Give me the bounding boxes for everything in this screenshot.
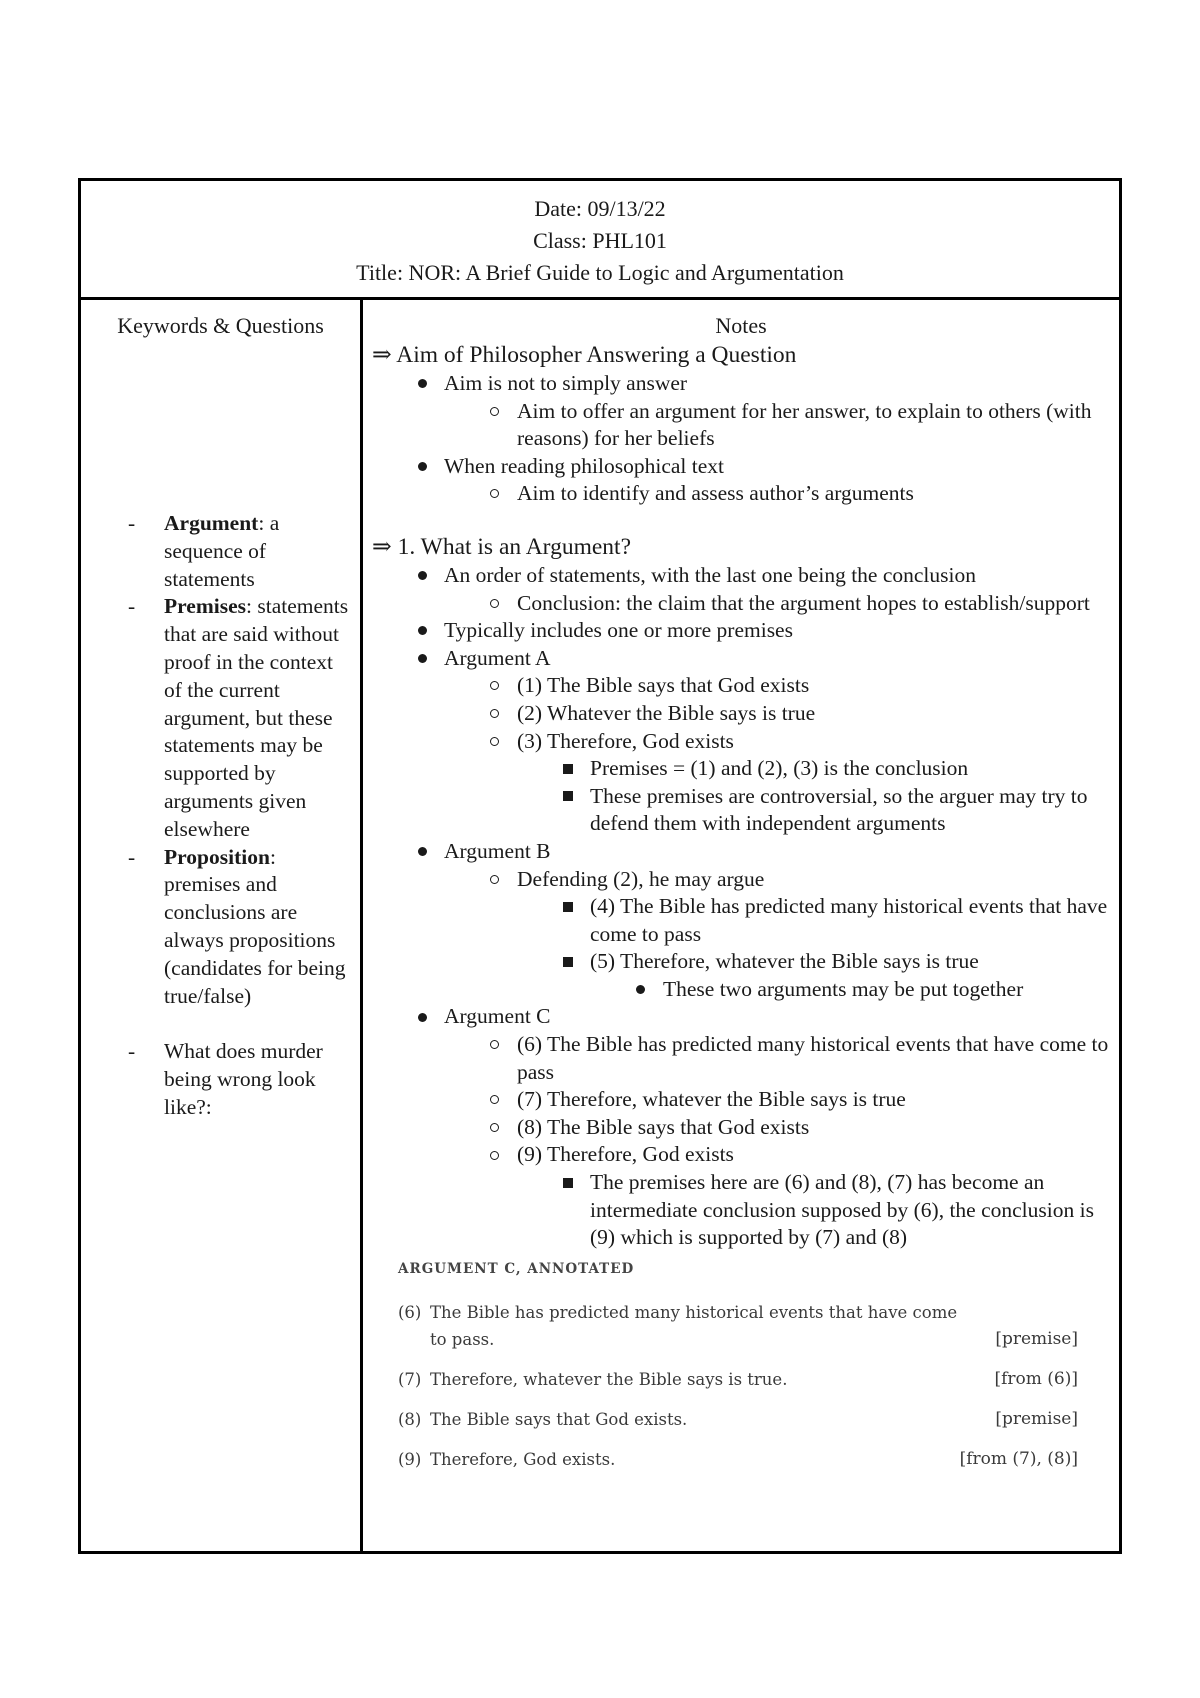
annotated-row <box>398 1299 1078 1353</box>
bullet-dot-icon <box>636 985 645 994</box>
annotated-title: ARGUMENT C, ANNOTATED <box>398 1260 635 1277</box>
keyword-term: Premises <box>164 594 246 619</box>
annotated-text: The Bible says that God exists. <box>430 1410 688 1430</box>
section-heading: ⇒ 1. What is an Argument? <box>372 533 632 560</box>
bullet-item: Argument B <box>372 838 1111 866</box>
class-line: Class: PHL101 <box>533 228 667 253</box>
bullet-circle-icon <box>490 875 499 884</box>
bullet-square-icon <box>563 957 573 967</box>
bullet-circle-icon <box>490 1040 499 1049</box>
sub-sub-bullet-item: Premises = (1) and (2), (3) is the conclusion <box>372 755 1111 783</box>
keywords-column <box>81 300 363 1551</box>
keyword-definition: : a sequence of statements <box>164 511 280 591</box>
annotated-text: The Bible has predicted many historical events that have come to pass. <box>430 1303 958 1350</box>
annotated-text: Therefore, whatever the Bible says is true. <box>430 1370 788 1390</box>
annotated-argument-excerpt <box>372 1256 1078 1474</box>
bullet-circle-icon <box>490 709 499 718</box>
sub-bullet-item: Aim to offer an argument for her answer, to explain to others (with reasons) for her beliefs <box>372 398 1111 453</box>
notes-header <box>81 181 1119 300</box>
sub-bullet-item: Defending (2), he may argue <box>372 866 1111 894</box>
keyword-item <box>81 510 360 593</box>
sub-sub-bullet-item: (5) Therefore, whatever the Bible says is true <box>372 948 1111 976</box>
bullet-item: Aim is not to simply answer <box>372 370 1111 398</box>
bullet-item: When reading philosophical text <box>372 453 1111 481</box>
bullet-square-icon <box>563 791 573 801</box>
bullet-dot-icon <box>418 1013 427 1022</box>
sub-bullet-item: Aim to identify and assess author’s arguments <box>372 480 1111 508</box>
keyword-definition: : statements that are said without proof in the context of the current argument, but these statements may be supported by arguments given elsewhere <box>164 594 349 841</box>
annotated-tag: [from (6)] <box>994 1369 1078 1390</box>
annotated-num: (9) <box>398 1450 422 1470</box>
bullet-item: Argument A <box>372 645 1111 673</box>
sub-sub-bullet-item: These premises are controversial, so the arguer may try to defend them with independent arguments <box>372 783 1111 838</box>
bullet-dot-icon <box>418 379 427 388</box>
bullet-square-icon <box>563 1178 573 1188</box>
keyword-term: Proposition <box>164 844 270 869</box>
annotated-tag: [from (7), (8)] <box>959 1449 1078 1470</box>
bullet-circle-icon <box>490 681 499 690</box>
bullet-circle-icon <box>490 737 499 746</box>
annotated-row <box>398 1406 1078 1433</box>
bullet-item: Typically includes one or more premises <box>372 617 1111 645</box>
bullet-item: Argument C <box>372 1003 1111 1031</box>
sub-sub-bullet-item: The premises here are (6) and (8), (7) has become an intermediate conclusion supposed by (6), the conclusion is (9) which is supported by (7) and (8) <box>372 1169 1111 1252</box>
sub-bullet-item: (6) The Bible has predicted many historical events that have come to pass <box>372 1031 1111 1086</box>
bullet-circle-icon <box>490 489 499 498</box>
bullet-dot-icon <box>418 654 427 663</box>
annotated-num: (6) <box>398 1303 422 1323</box>
annotated-row <box>398 1366 1078 1393</box>
notes-column <box>363 300 1119 1551</box>
annotated-num: (7) <box>398 1370 422 1390</box>
keyword-term: Argument <box>164 511 259 535</box>
bullet-circle-icon <box>490 1095 499 1104</box>
bullet-item: An order of statements, with the last one being the conclusion <box>372 562 1111 590</box>
title-line: Title: NOR: A Brief Guide to Logic and Argumentation <box>356 260 844 285</box>
notes-body <box>363 340 1119 1473</box>
bullet-dot-icon <box>418 626 427 635</box>
bullet-circle-icon <box>490 407 499 416</box>
date-line: Date: 09/13/22 <box>534 196 666 221</box>
bullet-dot-icon <box>418 462 427 471</box>
bullet-square-icon <box>563 902 573 912</box>
keyword-item <box>81 844 360 1011</box>
annotated-tag: [premise] <box>995 1329 1078 1350</box>
annotated-text: Therefore, God exists. <box>430 1450 616 1470</box>
sub-bullet-item: (2) Whatever the Bible says is true <box>372 700 1111 728</box>
sub-bullet-item: (9) Therefore, God exists <box>372 1141 1111 1169</box>
sub-bullet-item: Conclusion: the claim that the argument hopes to establish/support <box>372 590 1111 618</box>
keyword-definition: : premises and conclusions are always propositions (candidates for being true/false) <box>164 844 346 1008</box>
bullet-dot-icon <box>418 847 427 856</box>
bullet-circle-icon <box>490 1123 499 1132</box>
sub-bullet-item: (8) The Bible says that God exists <box>372 1114 1111 1142</box>
bullet-circle-icon <box>490 1151 499 1160</box>
bullet-circle-icon <box>490 599 499 608</box>
sub-bullet-item: (3) Therefore, God exists <box>372 728 1111 756</box>
annotated-row <box>398 1446 1078 1473</box>
sub-bullet-item: (7) Therefore, whatever the Bible says is true <box>372 1086 1111 1114</box>
annotated-tag: [premise] <box>995 1409 1078 1430</box>
section-heading: ⇒ Aim of Philosopher Answering a Question <box>372 342 797 368</box>
bullet-dot-icon <box>418 571 427 580</box>
keywords-heading: Keywords & Questions <box>117 313 324 338</box>
keywords-list <box>81 510 360 1122</box>
keyword-item <box>81 593 360 843</box>
level4-bullet-item: These two arguments may be put together <box>372 976 1111 1004</box>
sub-bullet-item: (1) The Bible says that God exists <box>372 672 1111 700</box>
question-item: - What does murder being wrong look like?: <box>81 1038 360 1121</box>
cornell-notes-sheet <box>78 178 1122 1554</box>
notes-heading: Notes <box>715 313 767 338</box>
sub-sub-bullet-item: (4) The Bible has predicted many historical events that have come to pass <box>372 893 1111 948</box>
annotated-num: (8) <box>398 1410 422 1430</box>
bullet-square-icon <box>563 764 573 774</box>
